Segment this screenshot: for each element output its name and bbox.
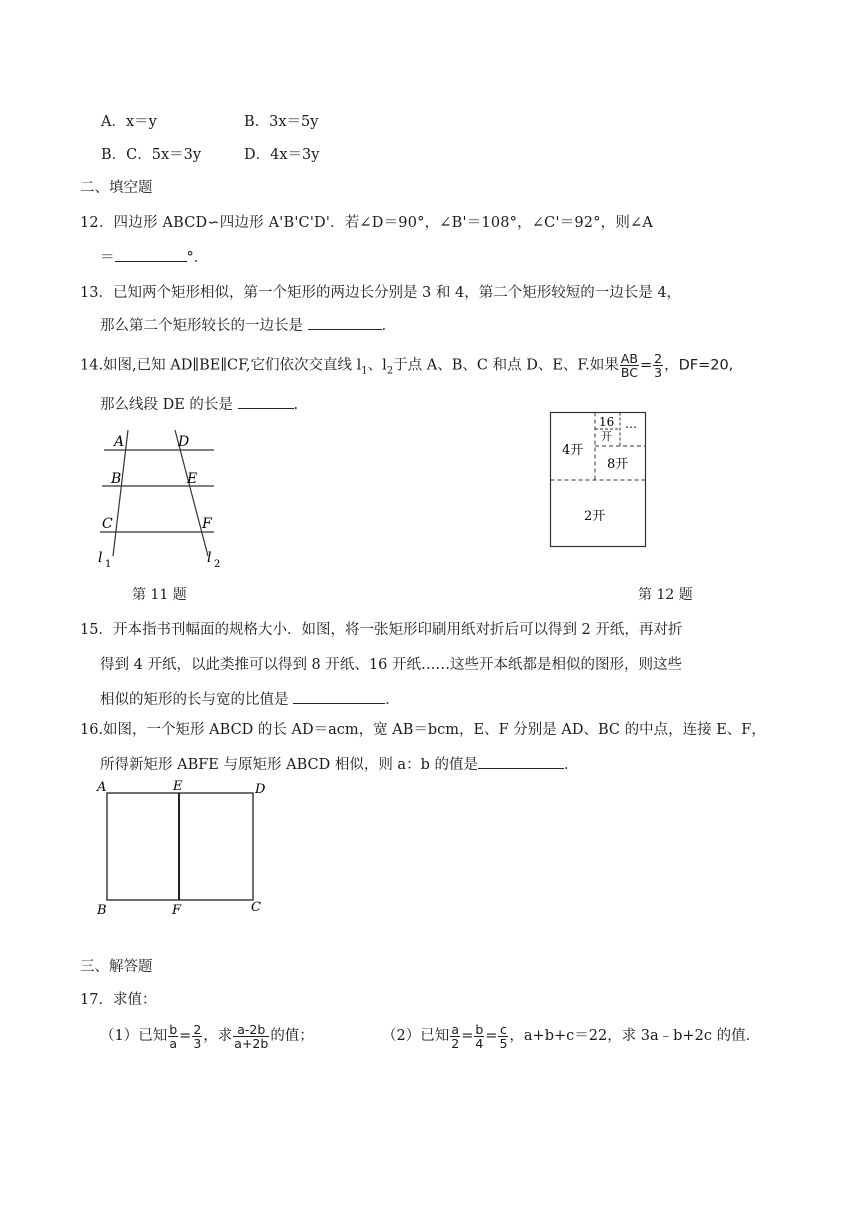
q14-eq: = bbox=[639, 357, 653, 374]
q15-text-3: 相似的矩形的长与宽的比值是 bbox=[100, 692, 289, 708]
q13-text: 那么第二个矩形较长的一边长是 bbox=[100, 318, 303, 334]
q17-p1-text-b: ，求 bbox=[203, 1028, 233, 1044]
q13-line-2 bbox=[100, 315, 396, 336]
q17-p2-text-b: ，a+b+c＝22，求 3a﹣b+2c 的值． bbox=[509, 1028, 761, 1044]
q17-p1-text-a: （1）已知 bbox=[100, 1028, 168, 1044]
fig11-label-l2: l bbox=[207, 550, 212, 566]
q14-text-a: 14.如图,已知 AD∥BE∥CF,它们依次交直线 l bbox=[80, 357, 362, 374]
fig12-label-2kai: 2开 bbox=[584, 509, 606, 524]
q17-p2-frac-c-5 bbox=[498, 1023, 508, 1050]
q17-part-1 bbox=[100, 1021, 314, 1051]
fig16-label-b: B bbox=[97, 903, 107, 918]
q16-answer-blank[interactable] bbox=[478, 754, 564, 769]
q11-option-b: B．3x＝5y bbox=[244, 114, 319, 130]
q15-end: ． bbox=[385, 692, 400, 708]
q14-sep: 、l bbox=[367, 357, 387, 374]
fig11-label-f: F bbox=[202, 516, 212, 532]
fig11-label-d: D bbox=[178, 434, 190, 450]
q17-p2-eq-2: = bbox=[485, 1028, 498, 1044]
fig12-label-16-kai: 开 bbox=[601, 430, 612, 443]
q17-p2-f3-den: 5 bbox=[499, 1035, 508, 1051]
q11-option-c: B．C．5x＝3y bbox=[101, 147, 202, 163]
q17-p1-f3-den: a+2b bbox=[234, 1035, 269, 1051]
q14-frac2-den: 3 bbox=[654, 365, 663, 380]
q11-option-a: A．x＝y bbox=[101, 114, 157, 130]
q12-line-1: 12．四边形 ABCD∽四边形 A'B'C'D'．若∠D＝90°，∠B'＝108°，∠C'＝92°，则∠A bbox=[80, 215, 654, 231]
q14-sub-1: 1 bbox=[361, 365, 368, 377]
fig16-label-f: F bbox=[172, 903, 182, 918]
q13-answer-blank[interactable] bbox=[308, 315, 382, 330]
fig11-label-c: C bbox=[102, 516, 113, 532]
fig16-label-c: C bbox=[251, 900, 261, 915]
q12-line-2 bbox=[100, 247, 208, 268]
fig16-label-e: E bbox=[173, 779, 183, 794]
q17-p1-f3-num: a-2b bbox=[233, 1023, 269, 1037]
section-2-title: 二、填空题 bbox=[80, 180, 153, 196]
fig12-label-dots: … bbox=[625, 417, 637, 431]
q16-text-2: 所得新矩形 ABFE 与原矩形 ABCD 相似，则 a：b 的值是 bbox=[100, 757, 478, 773]
q17-stem: 17．求值： bbox=[80, 992, 157, 1008]
q17-p2-frac-a-2 bbox=[450, 1023, 460, 1050]
q12-suffix: °． bbox=[186, 250, 209, 266]
q14-fraction-2-3 bbox=[653, 352, 663, 379]
q17-p2-frac-b-4 bbox=[474, 1023, 484, 1050]
figure-12-paper-sizes bbox=[548, 410, 650, 552]
q17-p1-frac-2-3 bbox=[192, 1023, 202, 1050]
fig16-label-d: D bbox=[255, 782, 266, 797]
q15-answer-blank[interactable] bbox=[293, 689, 385, 704]
fig12-label-16: 16 bbox=[599, 415, 615, 429]
q14-text-c: ，DF=20, bbox=[664, 357, 734, 374]
q17-p2-f2-num: b bbox=[475, 1021, 484, 1037]
q14-line-2 bbox=[100, 394, 298, 415]
q17-p2-text-a: （2）已知 bbox=[382, 1028, 450, 1044]
fig11-caption: 第 11 题 bbox=[132, 587, 187, 603]
q17-p1-f2-den: 3 bbox=[193, 1035, 202, 1051]
q17-p2-eq-1: = bbox=[461, 1028, 474, 1044]
q17-p1-eq: = bbox=[179, 1028, 192, 1044]
q14-frac2-num: 2 bbox=[654, 351, 663, 366]
fig11-label-l1-sub: 1 bbox=[105, 559, 112, 570]
q14-text-b: 于点 A、B、C 和点 D、E、F.如果 bbox=[393, 357, 619, 374]
figure-16-rectangle-abcd bbox=[92, 776, 272, 921]
q17-p2-f1-den: 2 bbox=[451, 1035, 460, 1051]
q14-end: . bbox=[293, 397, 299, 413]
q15-line-1: 15．开本指书刊幅面的规格大小．如图，将一张矩形印刷用纸对折后可以得到 2 开纸，再对折 bbox=[80, 622, 683, 638]
q15-line-2: 得到 4 开纸，以此类推可以得到 8 开纸、16 开纸……这些开本纸都是相似的图形，则这些 bbox=[100, 657, 682, 673]
fig12-label-8kai: 8开 bbox=[607, 457, 629, 472]
fig11-label-a: A bbox=[114, 434, 125, 450]
q17-part-2 bbox=[382, 1021, 760, 1051]
q17-p1-f1-den: a bbox=[169, 1035, 178, 1051]
q17-p2-f3-num: c bbox=[499, 1021, 507, 1037]
q17-p2-f1-num: a bbox=[451, 1021, 460, 1037]
q11-option-d: D．4x＝3y bbox=[244, 147, 320, 163]
q14-text-2: 那么线段 DE 的长是 bbox=[100, 397, 233, 413]
fig12-label-4kai: 4开 bbox=[562, 443, 584, 458]
q17-p1-f2-num: 2 bbox=[193, 1021, 202, 1037]
q15-line-3 bbox=[100, 689, 400, 710]
q17-p1-frac-expr bbox=[233, 1023, 269, 1050]
q14-line-1 bbox=[80, 352, 733, 383]
q14-sub-2: 2 bbox=[386, 365, 394, 377]
q14-fraction-ab-bc bbox=[620, 352, 639, 379]
q17-p2-f2-den: 4 bbox=[475, 1035, 484, 1051]
fig11-label-b: B bbox=[111, 471, 122, 487]
fig12-caption: 第 12 题 bbox=[638, 587, 693, 603]
fig11-label-e: E bbox=[187, 471, 198, 487]
q17-p1-text-c: 的值； bbox=[270, 1028, 314, 1044]
q13-line-1: 13．已知两个矩形相似，第一个矩形的两边长分别是 3 和 4，第二个矩形较短的一边长是 4， bbox=[80, 285, 682, 301]
q12-answer-blank[interactable] bbox=[115, 247, 187, 262]
q14-frac1-num: AB bbox=[620, 351, 638, 366]
q14-frac1-den: BC bbox=[620, 365, 638, 380]
q17-p1-frac-b-a bbox=[168, 1023, 178, 1050]
q12-prefix: ＝ bbox=[100, 250, 115, 266]
q14-answer-blank[interactable] bbox=[238, 394, 294, 409]
q13-end: ． bbox=[381, 318, 397, 334]
fig11-label-l2-sub: 2 bbox=[214, 559, 221, 570]
fig11-label-l1: l bbox=[98, 550, 103, 566]
q16-end: ． bbox=[563, 757, 579, 773]
q16-line-1: 16.如图，一个矩形 ABCD 的长 AD＝acm，宽 AB＝bcm，E、F 分别是 AD、BC 的中点，连接 E、F， bbox=[80, 722, 766, 738]
figure-11-parallel-lines bbox=[90, 424, 230, 574]
q17-p1-f1-num: b bbox=[169, 1021, 178, 1037]
q16-line-2 bbox=[100, 754, 578, 775]
fig16-label-a: A bbox=[97, 780, 107, 795]
section-3-title: 三、解答题 bbox=[80, 959, 153, 975]
